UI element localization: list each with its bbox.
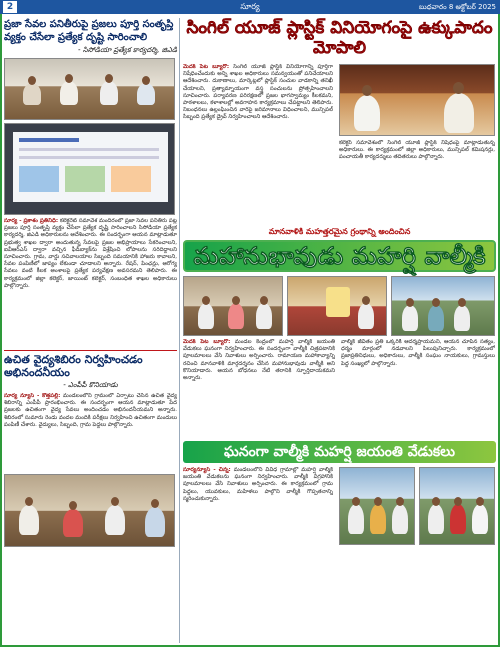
presentation-screen-photo: [4, 123, 175, 215]
column-divider: [179, 18, 180, 643]
page-number: 2: [3, 1, 17, 13]
lead-headline: సింగిల్ యూజ్ ప్లాస్టిక్ వినియోగంపై ఉక్కుపాదం మోపాలి: [186, 18, 493, 58]
meeting-photo: [4, 58, 175, 120]
story1-byline: - సిసోడియా ప్రత్యేక కార్యదర్శి, జిఎడి: [77, 46, 177, 54]
story2-dateline: సూర్య న్యూస్ - కొత్తపల్లి:: [4, 393, 61, 399]
right-column: [183, 18, 496, 549]
story2-kicker: - ఎంపీపీ కొనియాడు: [63, 381, 118, 389]
valmiki-body-left: మెదక్ పేట బ్యూరో: మండల కేంద్రంలో మహర్షి వాల్మీకి జయంతి వేడుకలు ఘనంగా నిర్వహించారు. ఈ సందర్భంగా వాల్మీకి చిత్రపటానికి పూలమాలలు వేసి నివాళులు అర్పించారు. రామాయణ మహాకావ్యాన్ని రచించి మానవాళికి మార్గదర్శనం చేసిన మహానుభావుడు వాల్మీకి అని కొనియాడారు. ఆయన బోధనలు నేటి తరానికి స్ఫూర్తిదాయకమని అన్నారు.: [183, 339, 335, 382]
valmiki-body-right: వాల్మీకి జీవితం ప్రతి ఒక్కరికీ ఆదర్శప్రాయమని, ఆయన చూపిన సత్యం, ధర్మం మార్గంలో నడవాలని పిలుపునిచ్చారు. కార్యక్రమంలో ప్రజాప్రతినిధులు, అధికారులు, వాల్మీకి సంఘం నాయకులు, గ్రామస్తులు పెద్ద సంఖ్యలో పాల్గొన్నారు.: [341, 339, 495, 367]
collector-photo: [339, 64, 495, 136]
valmiki-photo-2: [287, 276, 387, 336]
lead-body: మెదక్ పేట బ్యూరో: సింగిల్ యూజ్ ప్లాస్టిక్ వినియోగాన్ని పూర్తిగా నిషేధించేందుకు అన్ని శాఖల అధికారులు సమన్వయంతో పనిచేయాలని ఆదేశించారు. దుకాణాలు, మార్కెట్లలో ప్లాస్టిక్ సంచుల వాడకాన్ని తనిఖీ చేయాలని, ప్రత్యామ్నాయంగా వస్త్ర సంచులను ప్రోత్సహించాలని సూచించారు. పర్యావరణ పరిరక్షణలో ప్రజల భాగస్వామ్యం కీలకమని, పాఠశాలలు, కళాశాలల్లో అవగాహన కార్యక్రమాలు చేపట్టాలని తెలిపారు. నిబంధనలు ఉల్లంఘించిన వారిపై జరిమానాలు విధించాలని, మున్సిపల్ సిబ్బంది ప్రత్యేక డ్రైవ్ నిర్వహించాలని ఆదేశించారు.: [183, 64, 333, 121]
lead-dateline: మెదక్ పేట బ్యూరో:: [183, 64, 230, 70]
valmiki-photo-1: [183, 276, 283, 336]
valmiki-banner: మహానుభావుడు మహర్షి వాల్మీకి: [183, 240, 496, 272]
story1-body: సూర్య - ప్రకాశం ప్రతినిధి: కలెక్టరేట్ సమావేశ మందిరంలో ప్రజా సేవల పనితీరు పట్ల ప్రజలు పూర్తి సంతృప్తి వ్యక్తం చేసేలా ప్రత్యేక దృష్టి సారించాలని సిసోడియా ప్రత్యేక కార్యదర్శి, జిఎడి అధికారులను ఆదేశించారు. ఈ సందర్భంగా ఆయన మాట్లాడుతూ ప్రభుత్వ శాఖల ద్వారా అందుతున్న సేవలపై ప్రజల అభిప్రాయాలు సేకరించాలని, ఐవీఆర్ఎస్ ద్వారా వచ్చిన ఫీడ్‌బ్యాక్‌ను విశ్లేషించి లోపాలను సరిదిద్దాలని సూచించారు. గ్రామ, వార్డు సచివాలయాల సిబ్బంది సమయానికి హాజరు కావాలని, సేవల పంపిణీలో జాప్యం లేకుండా చూడాలని అన్నారు. రేషన్, పింఛన్లు, ఆరోగ్య సేవలు వంటి కీలక అంశాలపై ప్రత్యేక పర్యవేక్షణ అవసరమని తెలిపారు. ఈ కార్యక్రమంలో జిల్లా కలెక్టర్, జాయింట్ కలెక్టర్, సంబంధిత శాఖల అధికారులు పాల్గొన్నారు.: [4, 218, 177, 289]
lead-caption: కలెక్టర్ సమావేశంలో సింగిల్ యూజ్ ప్లాస్టిక్ నిషేధంపై మాట్లాడుతున్న అధికారులు. ఈ కార్యక్రమంలో జిల్లా అధికారులు, మున్సిపల్ కమిషనర్లు, పంచాయతీ కార్యదర్శులు తదితరులు పాల్గొన్నారు.: [339, 140, 495, 161]
jayanti-photo-2: [419, 467, 495, 545]
valmiki-dateline: మెదక్ పేట బ్యూరో:: [183, 339, 231, 345]
masthead: [0, 0, 500, 14]
medical-camp-photo: [4, 474, 175, 547]
story2-body: సూర్య న్యూస్ - కొత్తపల్లి: మండలంలోని గ్రామంలో ఏర్పాటు చేసిన ఉచిత వైద్య శిబిరాన్ని ఎంపీపీ ప్రారంభించారు. ఈ సందర్భంగా ఆయన మాట్లాడుతూ పేద ప్రజలకు ఉచితంగా వైద్య సేవలు అందించడం అభినందనీయమని అన్నారు. శిబిరంలో సుమారు రెండు వందల మందికి పరీక్షలు నిర్వహించి ఉచితంగా మందులు పంపిణీ చేశారు. వైద్యులు, సిబ్బంది, గ్రామ పెద్దలు పాల్గొన్నారు.: [4, 393, 177, 428]
story1-headline: ప్రజా సేవల పనితీరుపై ప్రజలు పూర్తి సంతృప్తి వ్యక్తం చేసేలా ప్రత్యేక దృష్టి సారించాలి: [4, 19, 174, 43]
valmiki-kicker: మానవాళికి మహత్తరమైన గ్రంథాన్ని అందించిన: [268, 227, 411, 236]
jayanti-body: సూర్యన్యూస్ - చిన్న: మండలంలోని వివిధ గ్రామాల్లో మహర్షి వాల్మీకి జయంతి వేడుకలను ఘనంగా నిర్వహించారు. వాల్మీకి విగ్రహానికి పూలమాలలు వేసి నివాళులు అర్పించారు. ఈ కార్యక్రమంలో గ్రామ పెద్దలు, యువకులు, మహిళలు పాల్గొని వాల్మీకి గొప్పతనాన్ని స్మరించుకున్నారు.: [183, 467, 333, 502]
left-column: [4, 18, 177, 547]
valmiki-photo-3: [391, 276, 495, 336]
story1-dateline: సూర్య - ప్రకాశం ప్రతినిధి:: [4, 218, 59, 224]
jayanti-photo-1: [339, 467, 415, 545]
jayanti-dateline: సూర్యన్యూస్ - చిన్న:: [183, 467, 231, 473]
paper-name: సూర్య: [240, 2, 260, 11]
issue-date: బుధవారం 8 అక్టోబర్ 2025: [419, 3, 496, 11]
story2-headline: ఉచిత వైద్యశిబిరం నిర్వహించడం అభినందనీయం: [4, 353, 143, 379]
jayanti-banner: ఘనంగా వాల్మీకి మహర్షి జయంతి వేడుకలు: [183, 441, 496, 463]
